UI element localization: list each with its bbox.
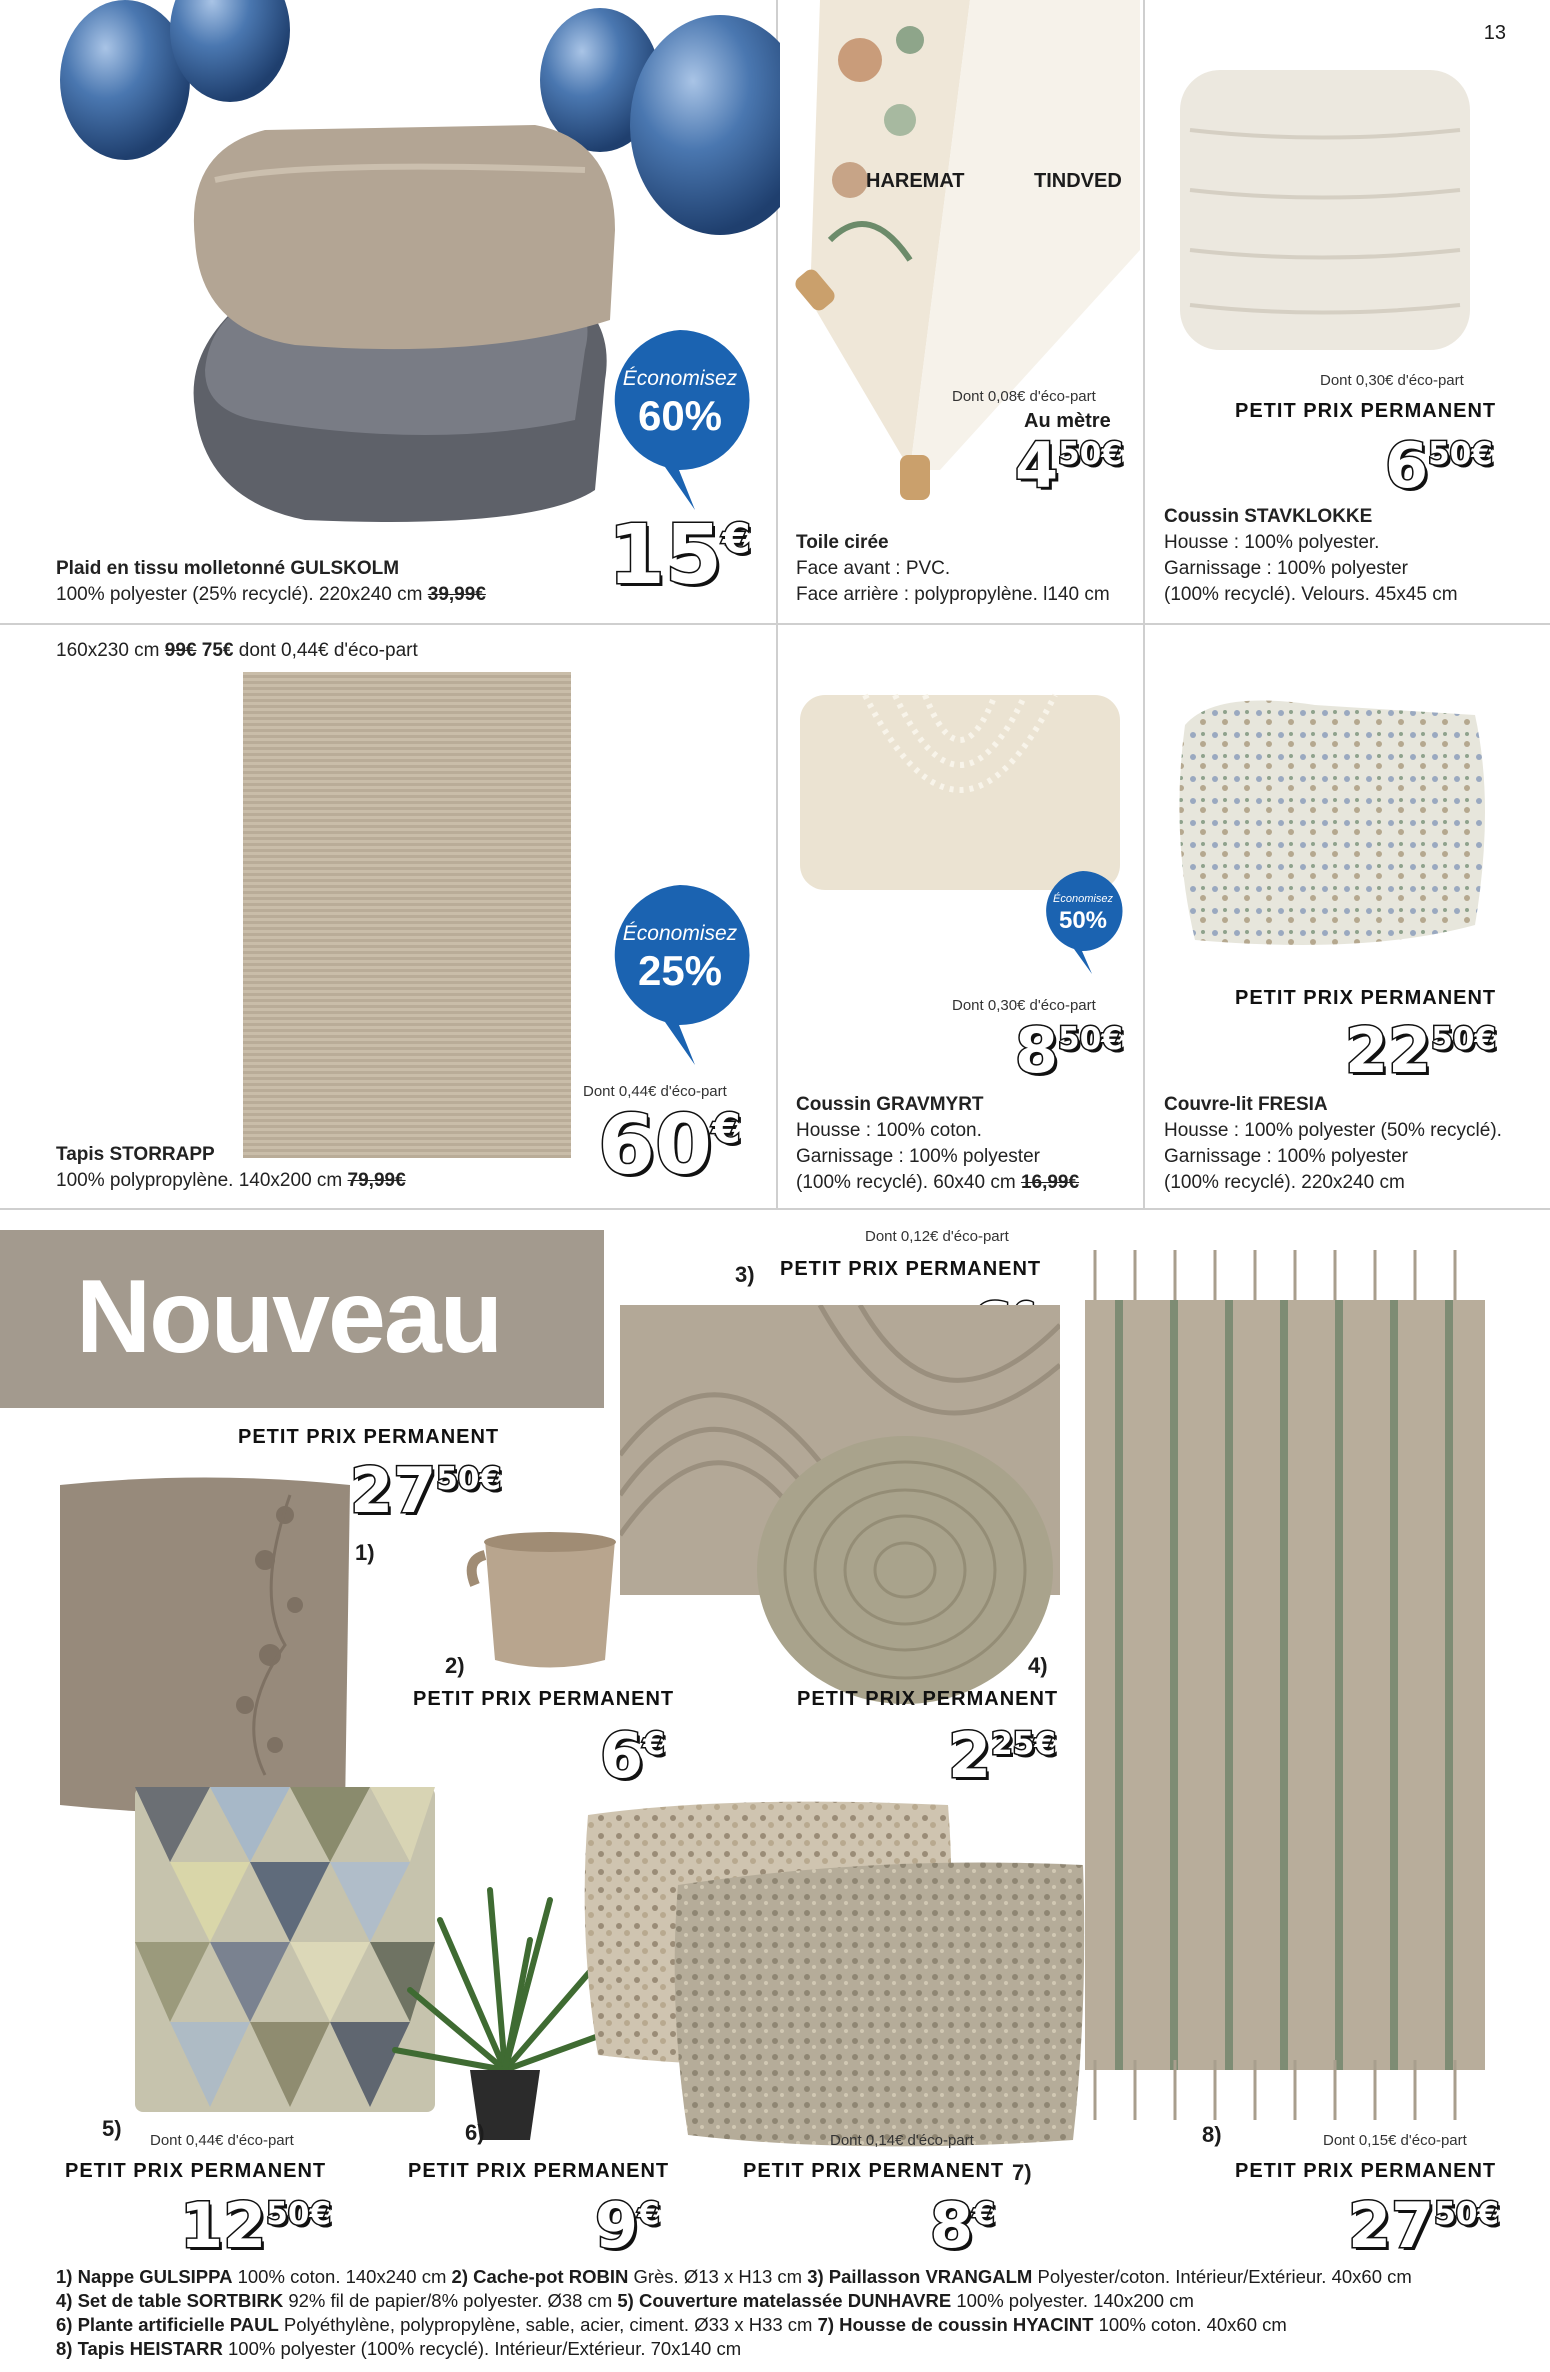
striped-rug-image bbox=[1075, 1250, 1495, 2120]
placemat-image bbox=[755, 1435, 1055, 1705]
oilcloth-image bbox=[790, 0, 1140, 510]
grid-divider bbox=[1143, 0, 1145, 1210]
product-description: Couvre-lit FRESIA Housse : 100% polyester (50% recyclé). Garnissage : 100% polyester (100% recyclé). 220x240 cm bbox=[1164, 1094, 1502, 1193]
petit-prix-label: PETIT PRIX PERMANENT bbox=[65, 2160, 327, 2182]
cushion-covers-image bbox=[578, 1795, 1088, 2150]
petit-prix-label: PETIT PRIX PERMANENT bbox=[797, 1688, 1059, 1710]
eco-part: Dont 0,12€ d'éco-part bbox=[865, 1228, 1009, 1245]
grid-divider bbox=[0, 1208, 1550, 1210]
petit-prix-label: PETIT PRIX PERMANENT bbox=[1235, 987, 1497, 1009]
tablecloth-image bbox=[55, 1475, 355, 1820]
plant-pot-image bbox=[465, 1530, 625, 1675]
legend-product-spec: 92% fil de papier/8% polyester. Ø38 cm bbox=[283, 2290, 618, 2311]
eco-part: Dont 0,44€ d'éco-part bbox=[150, 2132, 294, 2149]
legend-product-name: 5) Couverture matelassée DUNHAVRE bbox=[617, 2290, 952, 2311]
price: 60€ bbox=[598, 1098, 741, 1193]
product-description: Plaid en tissu molletonné GULSKOLM 100% polyester (25% recyclé). 220x240 cm 39,99€ bbox=[56, 558, 486, 605]
svg-text:25%: 25% bbox=[637, 947, 723, 994]
petit-prix-label: PETIT PRIX PERMANENT bbox=[413, 1688, 675, 1710]
design-label: HAREMAT bbox=[866, 170, 965, 192]
product-description: Coussin STAVKLOKKE Housse : 100% polyester. Garnissage : 100% polyester (100% recyclé). Velours. 45x45 cm bbox=[1164, 506, 1458, 605]
legend-product-name: 7) Housse de coussin HYACINT bbox=[817, 2314, 1094, 2335]
item-number: 5) bbox=[102, 2116, 122, 2141]
price: 8€ bbox=[930, 2189, 995, 2262]
svg-text:60%: 60% bbox=[637, 392, 723, 439]
legend-product-name: 2) Cache-pot ROBIN bbox=[451, 2266, 629, 2287]
legend-line bbox=[56, 2265, 1546, 2289]
svg-text:Économisez: Économisez bbox=[622, 922, 738, 945]
item-number: 7) bbox=[1012, 2160, 1032, 2185]
svg-text:Économisez: Économisez bbox=[622, 367, 738, 390]
petit-prix-label: PETIT PRIX PERMANENT bbox=[1235, 400, 1497, 422]
legend-product-spec: 100% polyester (100% recyclé). Intérieur/Extérieur. 70x140 cm bbox=[222, 2338, 742, 2359]
svg-text:50%: 50% bbox=[1058, 907, 1108, 934]
price: $2^{25€}$ bbox=[948, 1719, 1056, 1792]
price-unit: Au mètre bbox=[1024, 410, 1111, 432]
price: $4^{50€}$ bbox=[1015, 429, 1123, 502]
price: 15€ bbox=[608, 508, 751, 603]
legend-product-spec: 100% coton. 140x240 cm bbox=[232, 2266, 452, 2287]
price: $27^{50€}$ bbox=[350, 1454, 501, 1527]
eco-part: Dont 0,14€ d'éco-part bbox=[830, 2132, 974, 2149]
item-number: 1) bbox=[355, 1540, 375, 1565]
nouveau-title: Nouveau bbox=[76, 1259, 502, 1375]
eco-part: Dont 0,30€ d'éco-part bbox=[952, 997, 1096, 1014]
price: 9€ bbox=[595, 2189, 660, 2262]
item-number: 3) bbox=[735, 1262, 755, 1287]
eco-part: Dont 0,08€ d'éco-part bbox=[952, 388, 1096, 405]
item-number: 4) bbox=[1028, 1653, 1048, 1678]
product-description: Toile cirée Face avant : PVC. Face arrière : polypropylène. l140 cm bbox=[796, 532, 1110, 605]
eco-part: Dont 0,30€ d'éco-part bbox=[1320, 372, 1464, 389]
eco-part: Dont 0,44€ d'éco-part bbox=[583, 1083, 727, 1100]
size-variant: 160x230 cm 99€ 75€ dont 0,44€ d'éco-part bbox=[56, 640, 418, 661]
price: 6€ bbox=[600, 1719, 665, 1792]
price: $6^{50€}$ bbox=[1385, 429, 1493, 502]
blanket-image bbox=[185, 120, 625, 540]
petit-prix-label: PETIT PRIX PERMANENT bbox=[780, 1258, 1042, 1280]
price: $8^{50€}$ bbox=[1015, 1014, 1123, 1087]
legend-line bbox=[56, 2337, 1546, 2361]
legend-product-name: 8) Tapis HEISTARR bbox=[56, 2338, 223, 2359]
legend-product-spec: Polyester/coton. Intérieur/Extérieur. 40x60 cm bbox=[1032, 2266, 1412, 2287]
page-number: 13 bbox=[1483, 22, 1506, 44]
rug-image bbox=[243, 672, 571, 1158]
product-description: Coussin GRAVMYRT Housse : 100% coton. Garnissage : 100% polyester (100% recyclé). 60x40 cm 16,99€ bbox=[796, 1094, 1080, 1193]
price: $12^{50€}$ bbox=[180, 2189, 331, 2262]
product-legend bbox=[56, 2265, 1546, 2361]
eco-part: Dont 0,15€ d'éco-part bbox=[1323, 2132, 1467, 2149]
item-number: 8) bbox=[1202, 2122, 1222, 2147]
petit-prix-label: PETIT PRIX PERMANENT bbox=[743, 2160, 1005, 2182]
legend-product-spec: Grès. Ø13 x H13 cm bbox=[628, 2266, 808, 2287]
cushion-image bbox=[1170, 60, 1480, 360]
legend-line bbox=[56, 2289, 1546, 2313]
item-number: 2) bbox=[445, 1653, 465, 1678]
discount-badge bbox=[605, 325, 755, 515]
design-label: TINDVED bbox=[1034, 170, 1122, 192]
legend-product-name: 4) Set de table SORTBIRK bbox=[56, 2290, 284, 2311]
item-number: 6) bbox=[465, 2120, 485, 2145]
legend-product-spec: 100% coton. 40x60 cm bbox=[1093, 2314, 1287, 2335]
legend-product-spec: 100% polyester. 140x200 cm bbox=[951, 2290, 1194, 2311]
legend-product-name: 6) Plante artificielle PAUL bbox=[56, 2314, 279, 2335]
discount-badge bbox=[1040, 868, 1126, 978]
legend-line bbox=[56, 2313, 1546, 2337]
nouveau-banner bbox=[0, 1230, 604, 1408]
discount-badge bbox=[605, 880, 755, 1070]
svg-text:Économisez: Économisez bbox=[1053, 893, 1113, 905]
price: $22^{50€}$ bbox=[1345, 1014, 1496, 1087]
petit-prix-label: PETIT PRIX PERMANENT bbox=[238, 1426, 500, 1448]
legend-product-name: 1) Nappe GULSIPPA bbox=[56, 2266, 233, 2287]
petit-prix-label: PETIT PRIX PERMANENT bbox=[408, 2160, 670, 2182]
bedspread-image bbox=[1165, 685, 1495, 965]
legend-product-spec: Polyéthylène, polypropylène, sable, acier, ciment. Ø33 x H33 cm bbox=[278, 2314, 818, 2335]
legend-product-name: 3) Paillasson VRANGALM bbox=[807, 2266, 1033, 2287]
product-description: Tapis STORRAPP 100% polypropylène. 140x200 cm 79,99€ bbox=[56, 1144, 406, 1191]
price: $27^{50€}$ bbox=[1348, 2189, 1499, 2262]
grid-divider bbox=[0, 623, 1550, 625]
petit-prix-label: PETIT PRIX PERMANENT bbox=[1235, 2160, 1497, 2182]
